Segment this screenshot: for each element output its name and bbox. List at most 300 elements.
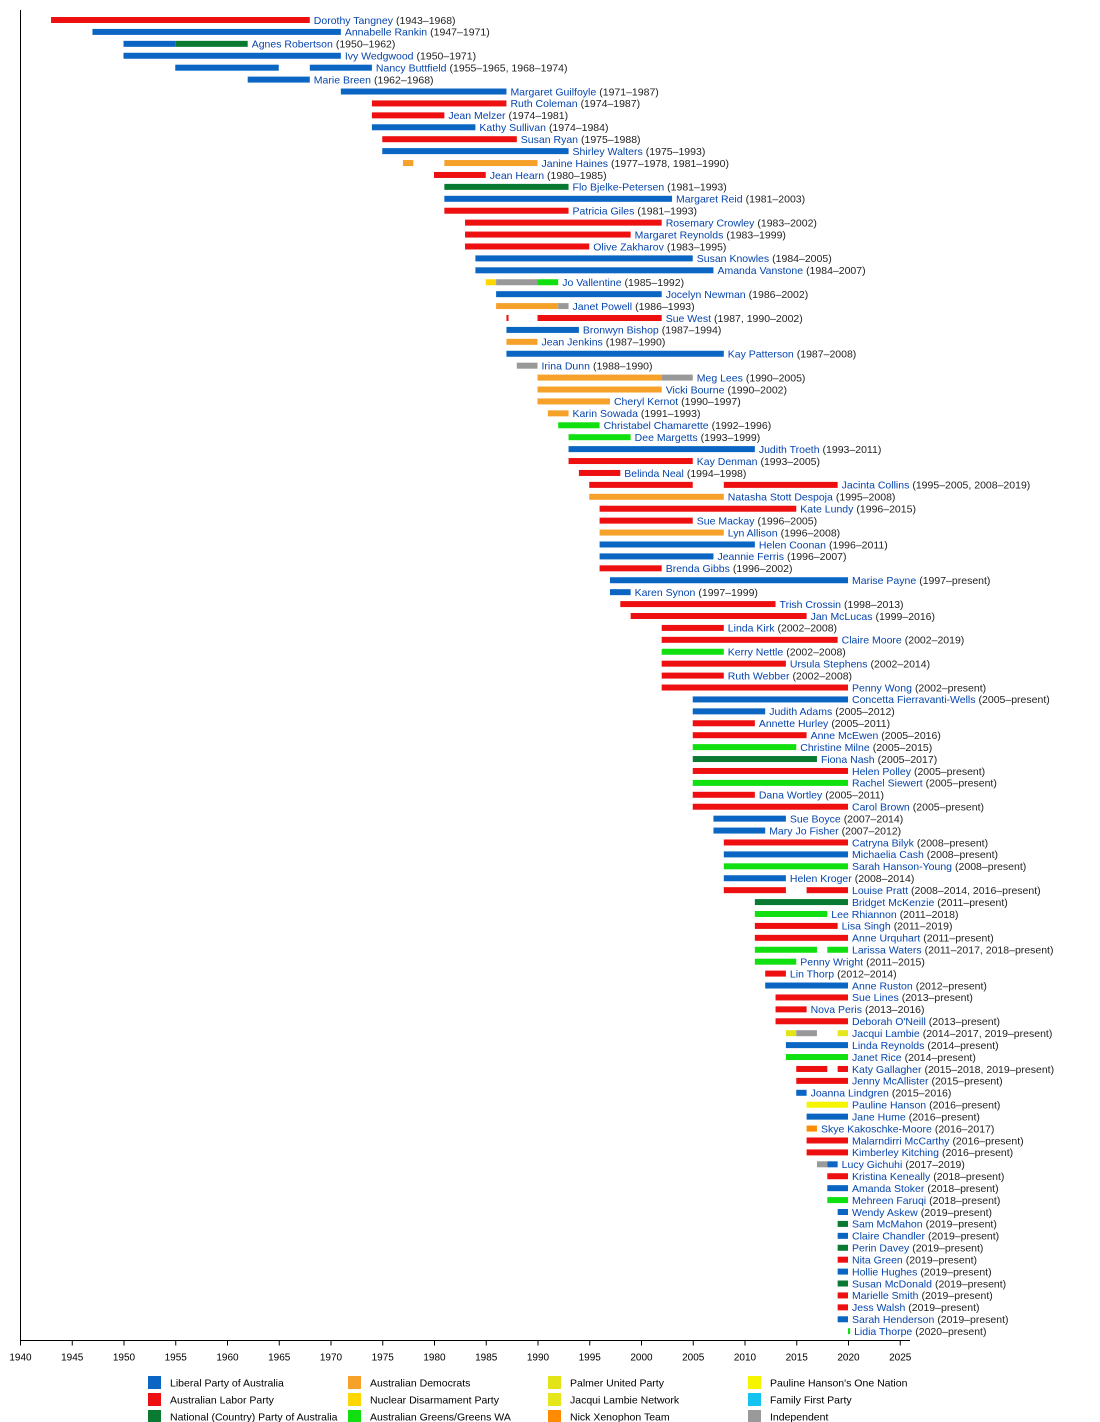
senator-name[interactable]: Patricia Giles	[572, 205, 635, 218]
senator-name[interactable]: Christabel Chamarette	[603, 420, 709, 433]
senator-years: (1981–1993)	[637, 205, 697, 218]
senator-name[interactable]: Ruth Webber	[727, 670, 790, 683]
senator-label-17	[573, 206, 697, 218]
legend-swatch-grn	[348, 1410, 361, 1422]
senator-name[interactable]: Shirley Walters	[572, 145, 643, 158]
senator-name[interactable]: Jacqui Lambie	[852, 1028, 920, 1040]
senator-name[interactable]: Marie Breen	[313, 74, 372, 87]
senator-years: (1997–present)	[919, 575, 991, 588]
senator-years: (1975–1993)	[645, 145, 706, 158]
senator-years: (2002–2019)	[904, 634, 965, 647]
senator-name[interactable]: Jeannie Ferris	[717, 551, 784, 564]
senator-label-9	[448, 110, 568, 122]
senator-label-65	[852, 778, 997, 790]
senator-name[interactable]: Agnes Robertson	[251, 38, 333, 51]
senator-name[interactable]: Wendy Askew	[852, 1206, 918, 1219]
senator-years: (1994–1998)	[686, 467, 747, 480]
bar-40-1	[589, 482, 693, 488]
senator-name[interactable]: Marielle Smith	[852, 1290, 919, 1303]
senator-years: (1987–1990)	[605, 336, 666, 349]
senator-name[interactable]: Rachel Siewert	[852, 777, 923, 790]
senator-years: (2017–2019)	[905, 1159, 965, 1172]
senator-label-54	[728, 647, 846, 659]
senator-name[interactable]: Karen Synon	[634, 586, 696, 599]
senator-years: (1971–1987)	[599, 86, 659, 99]
senator-name[interactable]: Natasha Stott Despoja	[727, 491, 833, 504]
senator-name[interactable]: Ivy Wedgwood	[344, 50, 414, 63]
senator-years: (2005–present)	[912, 801, 984, 814]
bar-56-1	[662, 673, 724, 679]
legend-swatch-dem	[348, 1376, 361, 1389]
x-tick-label-1995: 1995	[578, 1352, 601, 1364]
senator-years: (2008–present)	[926, 849, 999, 862]
legend-label-ndp: Nuclear Disarmament Party	[370, 1394, 499, 1407]
senator-name[interactable]: Kathy Sullivan	[479, 122, 546, 135]
bar-3-2	[175, 41, 247, 47]
senator-years: (1943–1968)	[396, 14, 456, 27]
senator-name[interactable]: Susan McDonald	[852, 1278, 932, 1291]
bar-97-2	[827, 1161, 837, 1167]
senator-name[interactable]: Catryna Bilyk	[852, 837, 914, 850]
senator-years: (1998–2013)	[844, 598, 904, 611]
senator-years: (2013–2016)	[864, 1004, 925, 1017]
senator-name[interactable]: Belinda Neal	[624, 467, 684, 480]
legend-swatch-nxt	[548, 1410, 561, 1422]
senator-name[interactable]: Linda Reynolds	[852, 1039, 925, 1052]
senator-name[interactable]: Nancy Buttfield	[375, 62, 447, 75]
senator-name[interactable]: Susan Knowles	[696, 253, 770, 266]
bar-19-1	[465, 232, 631, 238]
senator-name[interactable]: Jess Walsh	[852, 1302, 906, 1315]
senator-name[interactable]: Helen Polley	[852, 765, 911, 778]
senator-label-27	[583, 325, 721, 337]
senator-years: (2005–2016)	[881, 730, 941, 742]
senator-name[interactable]: Kerry Nettle	[727, 646, 784, 659]
senator-label-20	[593, 241, 726, 253]
bar-15-1	[444, 184, 568, 190]
bar-31-2	[662, 375, 693, 381]
senator-label-43	[697, 515, 817, 527]
senator-years: (2002–2008)	[786, 646, 846, 659]
x-tick-label-1965: 1965	[268, 1352, 291, 1364]
senator-years: (2007–2014)	[843, 813, 904, 826]
legend-label-dem: Australian Democrats	[370, 1377, 471, 1390]
senator-name[interactable]: Vicki Bourne	[665, 384, 725, 397]
senator-years: (1996–2002)	[732, 563, 793, 576]
legend-swatch-nat	[148, 1410, 161, 1422]
bar-104-1	[838, 1245, 848, 1251]
senator-name[interactable]: Jane Hume	[852, 1111, 906, 1124]
senator-name[interactable]: Dee Margetts	[634, 432, 698, 444]
x-tick-label-1975: 1975	[371, 1352, 394, 1364]
bar-23-3	[538, 279, 559, 285]
senator-years: (2018–present)	[933, 1171, 1005, 1184]
senator-years: (2019–present)	[921, 1290, 993, 1303]
senator-years: (1983–1995)	[666, 241, 727, 254]
senator-label-32	[666, 384, 787, 396]
senator-name[interactable]: Sue West	[665, 312, 712, 325]
senator-name[interactable]: Lin Thorp	[789, 968, 835, 981]
senator-label-89	[852, 1064, 1054, 1076]
bar-3-1	[124, 41, 176, 47]
senator-name[interactable]: Deborah O'Neill	[852, 1016, 926, 1029]
senator-years: (2011–2018)	[899, 908, 959, 921]
senator-label-3	[252, 39, 396, 51]
senator-name[interactable]: Claire Moore	[841, 634, 902, 647]
senator-name[interactable]: Karin Sowada	[572, 408, 638, 421]
bar-14-1	[434, 172, 486, 178]
senator-label-30	[542, 360, 653, 372]
senator-name[interactable]: Susan Ryan	[520, 134, 579, 146]
senator-label-107	[852, 1278, 1006, 1290]
senator-years: (1992–1996)	[711, 420, 772, 433]
bar-80-1	[755, 959, 796, 965]
senator-name[interactable]: Rosemary Crowley	[665, 217, 755, 230]
senator-name[interactable]: Bronwyn Bishop	[582, 324, 659, 337]
senator-name[interactable]: Linda Kirk	[727, 622, 775, 635]
bar-95-1	[807, 1137, 848, 1143]
senator-label-57	[852, 682, 986, 694]
legend-swatch-jln	[548, 1393, 561, 1406]
senator-name[interactable]: Sam McMahon	[852, 1218, 923, 1231]
senator-years: (1983–2002)	[757, 217, 817, 230]
senator-name[interactable]: Flo Bjelke-Petersen	[572, 181, 665, 194]
senator-name[interactable]: Malarndirri McCarthy	[852, 1135, 950, 1148]
senator-years: (2005–2017)	[877, 753, 938, 766]
senator-years: (2012–2014)	[837, 968, 897, 981]
senator-years: (1950–1962)	[335, 38, 396, 51]
bar-18-1	[465, 220, 662, 226]
senator-label-41	[728, 492, 896, 504]
senator-name[interactable]: Hollie Hughes	[852, 1266, 918, 1279]
senator-name[interactable]: Jean Hearn	[489, 169, 545, 182]
senator-years: (1999–2016)	[875, 610, 936, 623]
senator-name[interactable]: Concetta Fierravanti-Wells	[852, 694, 976, 707]
senator-years: (2016–2017)	[934, 1123, 995, 1136]
senator-years: (1987, 1990–2002)	[714, 312, 803, 325]
senator-label-102	[852, 1219, 997, 1231]
senator-years: (2019–present)	[912, 1242, 984, 1255]
senator-name[interactable]: Anne McEwen	[810, 730, 879, 742]
senator-label-31	[697, 372, 806, 384]
senator-label-53	[842, 635, 965, 647]
bar-13-1	[403, 160, 413, 166]
bar-10-1	[372, 124, 476, 130]
senator-name[interactable]: Kay Denman	[696, 455, 758, 468]
bar-57-1	[662, 685, 848, 691]
bar-4-1	[124, 53, 341, 59]
senator-label-37	[759, 444, 881, 456]
senator-name[interactable]: Margaret Guilfoyle	[510, 86, 597, 99]
senator-name[interactable]: Sue Boyce	[789, 813, 841, 826]
bar-86-2	[796, 1030, 817, 1036]
senator-years: (1986–1993)	[635, 300, 695, 313]
senator-name[interactable]: Judith Adams	[769, 706, 833, 719]
senator-label-39	[624, 468, 746, 480]
senator-label-75	[852, 897, 1008, 909]
senator-name[interactable]: Margaret Reid	[676, 193, 743, 206]
senator-name[interactable]: Amanda Stoker	[852, 1182, 925, 1195]
senator-years: (1974–1984)	[548, 122, 609, 135]
senator-years: (2011–present)	[937, 896, 1008, 909]
bar-11-1	[382, 136, 517, 142]
senator-label-109	[852, 1302, 980, 1314]
senator-label-74	[852, 885, 1041, 897]
x-tick-label-1955: 1955	[164, 1352, 187, 1364]
senator-name[interactable]: Dorothy Tangney	[313, 14, 394, 27]
senator-name[interactable]: Penny Wright	[800, 956, 864, 969]
senator-name[interactable]: Mehreen Faruqi	[852, 1194, 927, 1207]
senator-name[interactable]: Olive Zakharov	[593, 241, 664, 254]
senator-name[interactable]: Pauline Hanson	[852, 1099, 927, 1112]
senator-label-81	[790, 968, 897, 980]
x-tick-label-2005: 2005	[682, 1352, 705, 1364]
senator-label-99	[852, 1183, 999, 1195]
senator-name[interactable]: Michaelia Cash	[852, 849, 924, 862]
senator-label-2	[345, 27, 490, 39]
senator-years: (1987–1994)	[661, 324, 722, 337]
senator-name[interactable]: Louise Pratt	[852, 884, 909, 897]
bar-111-1	[848, 1328, 850, 1334]
senator-label-8	[510, 98, 640, 110]
senator-name[interactable]: Lyn Allison	[727, 527, 778, 540]
senator-label-13	[542, 158, 730, 170]
senator-years: (1995–2005, 2008–2019)	[912, 479, 1031, 492]
senator-years: (1993–2005)	[760, 455, 821, 468]
senator-label-80	[800, 956, 925, 968]
senator-label-63	[821, 754, 937, 766]
senator-years: (2019–present)	[937, 1314, 1009, 1327]
bar-108-1	[838, 1292, 848, 1298]
senator-name[interactable]: Sue Mackay	[696, 515, 755, 528]
bar-105-1	[838, 1257, 848, 1263]
senator-name[interactable]: Larissa Waters	[852, 944, 922, 957]
senator-years: (1985–1992)	[624, 277, 685, 290]
senator-name[interactable]: Jo Vallentine	[562, 277, 622, 290]
bar-86-1	[786, 1030, 796, 1036]
senator-name[interactable]: Margaret Reynolds	[634, 229, 724, 242]
senator-name[interactable]: Jean Melzer	[448, 110, 506, 123]
senator-name[interactable]: Kristina Keneally	[852, 1171, 931, 1184]
senator-label-91	[811, 1088, 952, 1100]
senator-label-82	[852, 980, 987, 992]
bar-55-1	[662, 661, 786, 667]
senator-name[interactable]: Skye Kakoschke-Moore	[820, 1123, 932, 1136]
senator-name[interactable]: Kate Lundy	[800, 503, 854, 516]
senator-label-15	[573, 182, 727, 194]
senator-years: (1975–1988)	[581, 134, 641, 146]
senator-label-61	[811, 730, 941, 742]
bar-37-1	[569, 446, 755, 452]
senator-name[interactable]: Jenny McAllister	[852, 1075, 929, 1088]
senator-name[interactable]: Kimberley Kitching	[852, 1147, 939, 1160]
senator-years: (2002–2008)	[777, 622, 838, 635]
senator-name[interactable]: Sue Lines	[852, 992, 899, 1005]
senator-name[interactable]: Janet Rice	[852, 1051, 902, 1064]
bar-23-1	[486, 279, 496, 285]
senator-name[interactable]: Helen Coonan	[758, 539, 826, 552]
bar-65-1	[693, 780, 848, 786]
senator-years: (2019–present)	[920, 1266, 992, 1279]
senator-label-71	[852, 849, 998, 861]
senator-name[interactable]: Katy Gallagher	[852, 1063, 922, 1076]
x-tick-label-2000: 2000	[630, 1352, 653, 1364]
senator-label-12	[573, 146, 706, 158]
senator-name[interactable]: Brenda Gibbs	[665, 563, 730, 576]
senator-name[interactable]: Anne Urquhart	[852, 932, 921, 945]
senator-label-72	[852, 861, 1026, 873]
senator-name[interactable]: Meg Lees	[696, 372, 743, 385]
bar-53-1	[662, 637, 838, 643]
senator-label-100	[852, 1195, 1000, 1207]
bar-1-1	[51, 17, 310, 23]
bar-54-1	[662, 649, 724, 655]
senator-label-24	[666, 289, 809, 301]
x-tick-label-1945: 1945	[61, 1352, 84, 1364]
senator-name[interactable]: Mary Jo Fisher	[769, 825, 839, 838]
senator-name[interactable]: Nova Peris	[810, 1004, 862, 1017]
senator-name[interactable]: Amanda Vanstone	[717, 265, 804, 278]
senator-label-60	[759, 718, 890, 730]
senator-years: (1990–2002)	[727, 384, 788, 397]
senator-years: (1991–1993)	[640, 408, 701, 421]
senator-name[interactable]: Carol Brown	[852, 801, 910, 814]
senator-label-98	[852, 1171, 1004, 1183]
senator-name[interactable]: Marise Payne	[852, 575, 917, 588]
legend-label-onp: Pauline Hanson's One Nation	[770, 1377, 908, 1390]
senator-name[interactable]: Sarah Hanson-Young	[852, 861, 953, 874]
senator-name[interactable]: Lucy Gichuhi	[841, 1159, 903, 1172]
senator-years: (2019–present)	[908, 1302, 980, 1315]
bar-28-1	[506, 339, 537, 345]
senator-label-68	[790, 813, 903, 825]
senator-years: (1997–1999)	[698, 586, 758, 599]
bar-106-1	[838, 1269, 848, 1275]
senator-name[interactable]: Cheryl Kernot	[613, 396, 679, 409]
senator-name[interactable]: Ursula Stephens	[789, 658, 868, 671]
senator-label-83	[852, 992, 973, 1004]
senator-name[interactable]: Perin Davey	[852, 1242, 910, 1255]
senator-name[interactable]: Trish Crossin	[779, 598, 842, 611]
bar-13-2	[444, 160, 537, 166]
bar-100-1	[827, 1197, 848, 1203]
senator-name[interactable]: Bridget McKenzie	[852, 896, 935, 909]
bar-89-2	[838, 1066, 848, 1072]
senator-name[interactable]: Anne Ruston	[852, 980, 913, 993]
senator-name[interactable]: Lidia Thorpe	[854, 1326, 913, 1338]
senator-label-19	[635, 229, 786, 241]
senator-name[interactable]: Annabelle Rankin	[344, 26, 428, 39]
senator-years: (1977–1978, 1981–1990)	[611, 157, 729, 170]
senator-name[interactable]: Sarah Henderson	[852, 1314, 935, 1327]
senator-name[interactable]: Kay Patterson	[727, 348, 794, 361]
senator-name[interactable]: Claire Chandler	[852, 1230, 925, 1243]
bar-35-1	[558, 422, 599, 428]
senator-name[interactable]: Nita Green	[852, 1254, 903, 1267]
legend-swatch-ind	[748, 1410, 761, 1422]
senator-years: (2015–2016)	[891, 1087, 952, 1100]
senator-name[interactable]: Jean Jenkins	[541, 336, 603, 349]
senator-years: (2007–2012)	[841, 825, 902, 838]
senator-label-22	[717, 265, 865, 277]
bar-45-1	[600, 541, 755, 547]
senator-name[interactable]: Penny Wong	[852, 682, 912, 695]
senator-years: (2005–present)	[978, 694, 1050, 707]
senator-years: (1987–2008)	[796, 348, 857, 361]
bar-86-3	[838, 1030, 848, 1036]
legend-label-pup: Palmer United Party	[570, 1377, 664, 1390]
senator-name[interactable]: Annette Hurley	[758, 718, 829, 731]
bar-50-1	[620, 601, 775, 607]
senator-label-14	[490, 170, 607, 182]
senator-label-85	[852, 1016, 1000, 1028]
senator-name[interactable]: Helen Kroger	[789, 873, 852, 886]
bar-93-1	[807, 1114, 848, 1120]
senator-name[interactable]: Jocelyn Newman	[665, 288, 746, 301]
bar-109-1	[838, 1304, 848, 1310]
bar-107-1	[838, 1281, 848, 1287]
senator-labels	[252, 15, 1054, 1338]
legend	[148, 1376, 908, 1422]
senator-name[interactable]: Judith Troeth	[758, 443, 820, 456]
senator-label-104	[852, 1243, 983, 1255]
senator-name[interactable]: Lisa Singh	[841, 920, 891, 933]
senator-name[interactable]: Irina Dunn	[541, 360, 590, 373]
senator-years: (1947–1971)	[430, 26, 490, 39]
bar-6-1	[248, 77, 310, 83]
senator-label-16	[676, 194, 805, 206]
senator-years: (2005–present)	[925, 777, 997, 790]
bar-52-1	[662, 625, 724, 631]
senator-label-87	[852, 1040, 999, 1052]
senator-name[interactable]: Lee Rhiannon	[831, 908, 897, 921]
senator-name[interactable]: Joanna Lindgren	[810, 1087, 889, 1100]
senator-name[interactable]: Fiona Nash	[820, 753, 875, 766]
senator-label-51	[811, 611, 935, 623]
senator-name[interactable]: Dana Wortley	[758, 789, 823, 802]
bar-81-1	[765, 971, 786, 977]
senator-label-92	[852, 1100, 1000, 1112]
senator-years: (1996–2008)	[780, 527, 841, 540]
bar-46-1	[600, 553, 714, 559]
senator-label-79	[852, 945, 1053, 957]
senator-years: (1974–1987)	[580, 98, 641, 111]
senator-name[interactable]: Jacinta Collins	[841, 479, 910, 492]
senator-years: (2011–2017, 2018–present)	[924, 944, 1054, 957]
senator-years: (2016–present)	[952, 1135, 1024, 1148]
bar-23-2	[496, 279, 537, 285]
senator-label-106	[852, 1266, 992, 1278]
bar-38-1	[569, 458, 693, 464]
bar-5-1	[175, 65, 279, 71]
senator-years: (2019–present)	[925, 1218, 997, 1231]
bar-48-1	[610, 577, 848, 583]
bar-44-1	[600, 530, 724, 536]
senator-name[interactable]: Janine Haines	[541, 157, 609, 170]
senator-label-56	[728, 670, 852, 682]
bar-29-1	[506, 351, 723, 357]
senator-name[interactable]: Christine Milne	[800, 741, 870, 754]
senator-name[interactable]: Janet Powell	[572, 300, 633, 313]
senator-name[interactable]: Ruth Coleman	[510, 98, 578, 111]
senator-years: (1996–2011)	[828, 539, 888, 552]
x-tick-label-2025: 2025	[889, 1352, 912, 1364]
senator-name[interactable]: Jan McLucas	[810, 610, 873, 623]
bar-71-1	[724, 851, 848, 857]
senator-label-55	[790, 658, 930, 670]
x-tick-label-1990: 1990	[526, 1352, 550, 1364]
bar-22-1	[475, 267, 713, 273]
